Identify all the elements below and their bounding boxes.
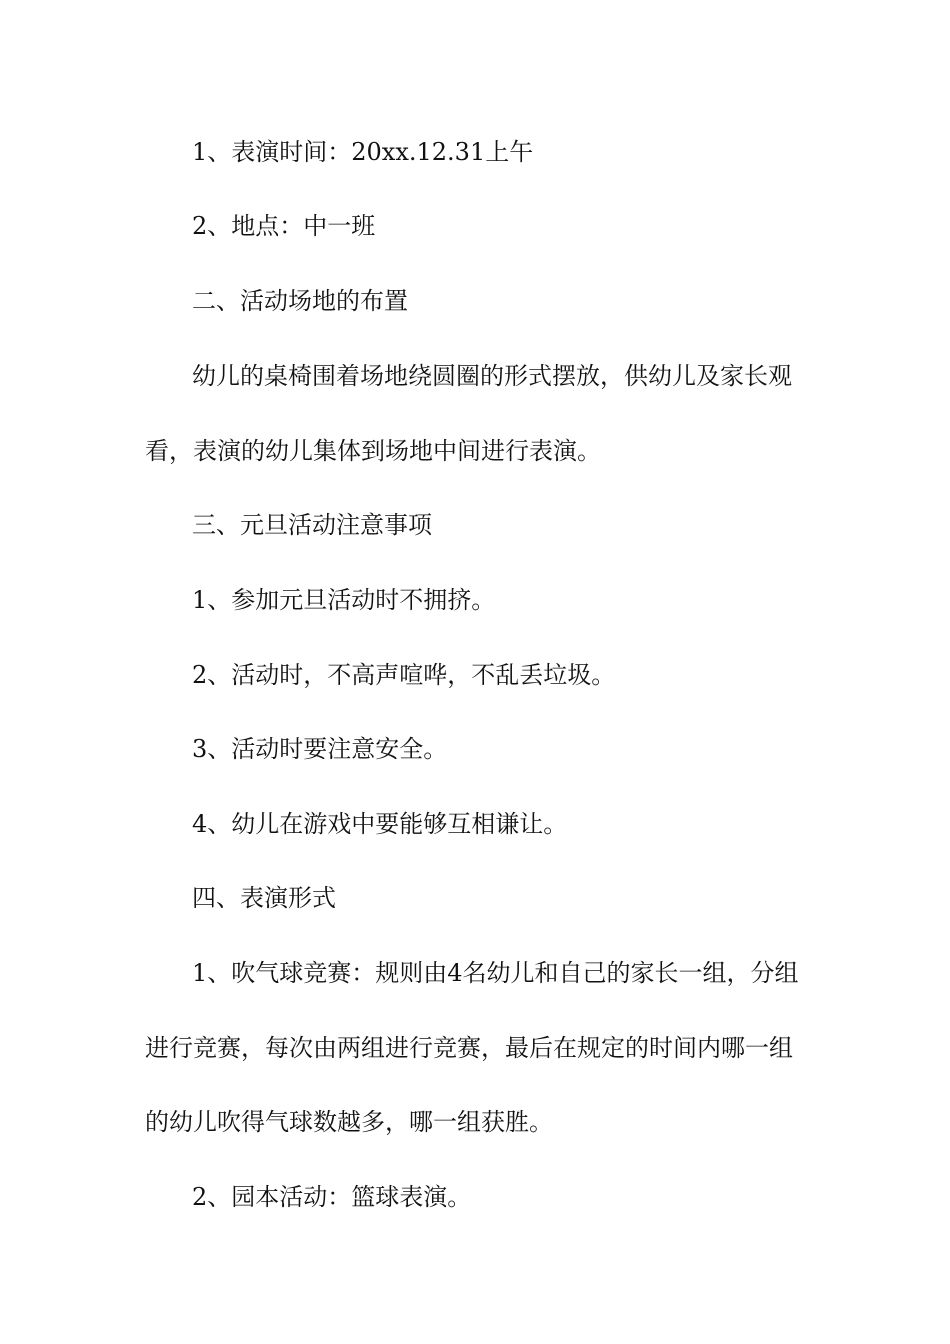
section-heading: 二、活动场地的布置 <box>192 287 408 315</box>
text-line: 2、地点：中一班 <box>192 212 376 240</box>
text-line: 1、表演时间：20xx.12.31上午 <box>192 138 534 166</box>
text-line: 3、活动时要注意安全。 <box>192 735 448 763</box>
section-heading: 四、表演形式 <box>192 884 336 912</box>
text-line: 1、参加元旦活动时不拥挤。 <box>192 586 496 614</box>
text-line: 幼儿的桌椅围着场地绕圆圈的形式摆放，供幼儿及家长观 <box>192 362 792 390</box>
text-line: 2、园本活动：篮球表演。 <box>192 1183 472 1211</box>
text-line: 看，表演的幼儿集体到场地中间进行表演。 <box>145 437 601 465</box>
text-line: 1、吹气球竞赛：规则由4名幼儿和自己的家长一组，分组 <box>192 959 799 987</box>
text-line: 4、幼儿在游戏中要能够互相谦让。 <box>192 810 568 838</box>
text-line: 的幼儿吹得气球数越多，哪一组获胜。 <box>145 1108 553 1136</box>
section-heading: 三、元旦活动注意事项 <box>192 511 432 539</box>
text-line: 进行竞赛，每次由两组进行竞赛，最后在规定的时间内哪一组 <box>145 1034 793 1062</box>
text-line: 2、活动时，不高声喧哗，不乱丢垃圾。 <box>192 661 616 689</box>
